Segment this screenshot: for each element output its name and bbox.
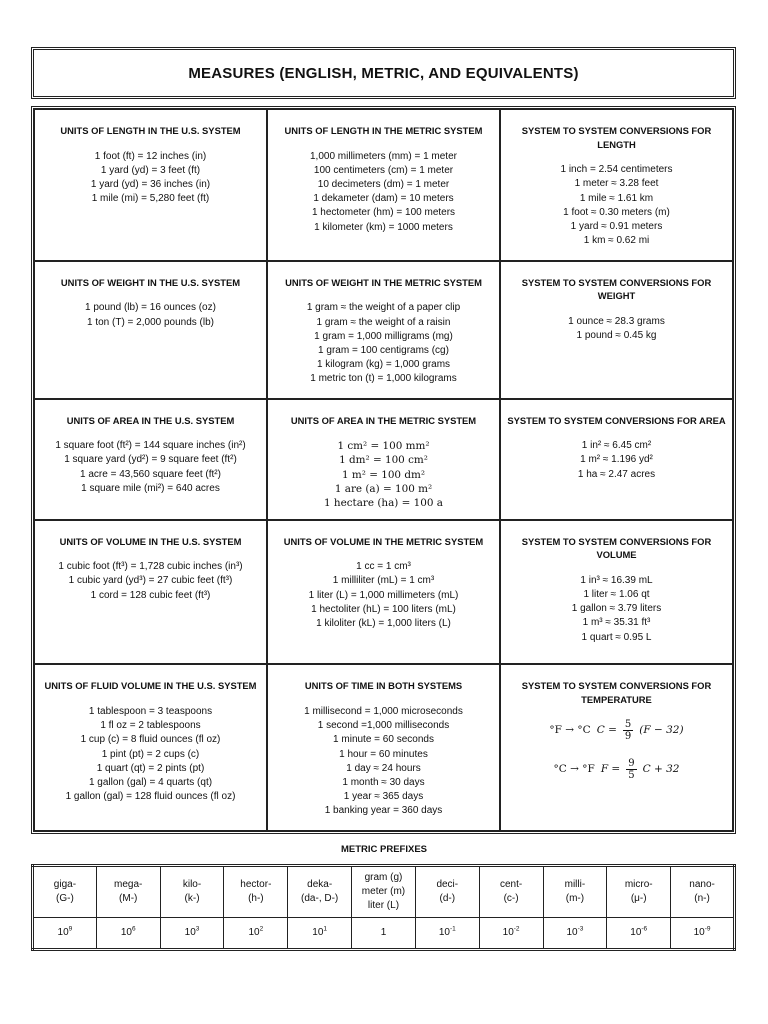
- cell-line: 1 gram = 1,000 milligrams (mg): [314, 330, 453, 342]
- prefix-name-text: (k-): [184, 893, 200, 904]
- c-to-f-label: °C → °F: [553, 762, 595, 775]
- prefix-name-text: liter (L): [367, 900, 400, 911]
- metric-prefixes-table: [31, 864, 736, 951]
- cell-heading: UNITS OF VOLUME IN THE U.S. SYSTEM: [59, 535, 242, 547]
- title-box: [31, 47, 736, 99]
- cell-line: 1 cord = 128 cubic feet (ft³): [90, 589, 211, 601]
- prefix-power-cell: [352, 918, 416, 950]
- fraction-five-ninths: [623, 719, 633, 742]
- cell-line: 1 gallon (gal) = 128 fluid ounces (fl oz): [65, 791, 236, 803]
- prefix-name-cell: [224, 866, 288, 918]
- prefix-name-text: nano-: [689, 879, 715, 890]
- cell-line: 1 m² ≈ 1.196 yd²: [580, 454, 653, 466]
- prefix-name-text: (da-, D-): [301, 893, 339, 904]
- cell-line: 1 gram = 100 centigrams (cg): [318, 344, 449, 356]
- prefix-name-text: micro-: [624, 879, 653, 890]
- cell-line: 1 second =1,000 milliseconds: [317, 720, 450, 732]
- power-exponent: -1: [449, 925, 456, 933]
- cell-line: 1 acre = 43,560 square feet (ft²): [80, 468, 221, 480]
- cell-heading: UNITS OF LENGTH IN THE METRIC SYSTEM: [284, 125, 483, 136]
- f-to-c-formula: [507, 719, 726, 742]
- cell-line: 1 mile (mi) = 5,280 feet (ft): [91, 193, 210, 205]
- cell-heading: UNITS OF AREA IN THE METRIC SYSTEM: [290, 414, 477, 426]
- cell-heading: UNITS OF TIME IN BOTH SYSTEMS: [304, 680, 463, 692]
- cell-line: 1 cubic yard (yd³) = 27 cubic feet (ft³): [68, 575, 233, 587]
- cell-line: 1 dekameter (dam) = 10 meters: [313, 193, 454, 205]
- prefix-powers-row: [33, 918, 735, 950]
- prefix-power-cell: [607, 918, 671, 950]
- power-exponent: -6: [641, 925, 648, 933]
- prefix-power-cell: [224, 918, 288, 950]
- cell-line: 1 in³ ≈ 16.39 mL: [580, 574, 653, 586]
- cell-line: 1 foot (ft) = 12 inches (in): [94, 150, 207, 162]
- power-exponent: 6: [131, 925, 136, 933]
- fraction-denominator: 9: [624, 730, 632, 742]
- cell-line: 1 hectare (ha) = 100 a: [323, 496, 443, 509]
- power-exponent: 3: [195, 925, 200, 933]
- cell-line: 1 in² ≈ 6.45 cm²: [581, 440, 652, 452]
- temperature-formulas: [507, 719, 726, 781]
- prefix-name-cell: [607, 866, 671, 918]
- cell-heading: UNITS OF FLUID VOLUME IN THE U.S. SYSTEM: [44, 680, 257, 692]
- cell-line: 1 year ≈ 365 days: [343, 791, 424, 803]
- prefix-name-text: (M-): [119, 893, 138, 904]
- cell-line: 1 yard ≈ 0.91 meters: [570, 221, 663, 232]
- prefix-name-text: (G-): [56, 893, 74, 904]
- prefix-name-text: (μ-): [630, 893, 647, 904]
- prefix-name-text: (h-): [248, 893, 264, 904]
- cell-line: 1 ha ≈ 2.47 acres: [577, 468, 656, 480]
- cell-line: 1 day ≈ 24 hours: [346, 762, 421, 774]
- power-base: 1: [380, 927, 387, 938]
- cell-line: 1 are (a) = 100 m²: [334, 482, 433, 495]
- cell-line: 1 cm² = 100 mm²: [337, 440, 430, 453]
- prefix-name-cell: [96, 866, 160, 918]
- cell-line: 1 quart (qt) = 2 pints (pt): [96, 762, 205, 774]
- f-to-c-rhs: (F − 32): [639, 723, 684, 736]
- cell-line: 1 hectoliter (hL) = 100 liters (mL): [311, 603, 456, 615]
- cell-line: 1 pint (pt) = 2 cups (c): [101, 748, 200, 760]
- prefix-power-cell: [479, 918, 543, 950]
- fraction-nine-fifths: [626, 758, 636, 781]
- cell-line: 1 cc = 1 cm³: [356, 561, 411, 573]
- cell-line: 1 m³ ≈ 35.31 ft³: [582, 617, 651, 629]
- power-exponent: 9: [68, 925, 73, 933]
- cell-line: 1 foot ≈ 0.30 meters (m): [563, 206, 670, 218]
- cell-heading: UNITS OF VOLUME IN THE METRIC SYSTEM: [283, 535, 484, 547]
- power-base: 10: [312, 927, 324, 938]
- cell-line: 1 metric ton (t) = 1,000 kilograms: [310, 373, 457, 385]
- prefixes-title: METRIC PREFIXES: [340, 844, 428, 855]
- cell-line: 1 inch = 2.54 centimeters: [560, 164, 673, 176]
- cell-line: 1 yard (yd) = 3 feet (ft): [100, 164, 201, 176]
- cell-line: 1 pound ≈ 0.45 kg: [576, 330, 657, 342]
- cell-r4-c2: [500, 664, 733, 831]
- prefix-power-cell: [160, 918, 224, 950]
- page-title: MEASURES (ENGLISH, METRIC, AND EQUIVALENTS): [188, 64, 579, 82]
- prefix-power-cell: [288, 918, 352, 950]
- power-base: 10: [184, 927, 196, 938]
- cell-r2-c2: [500, 399, 733, 520]
- cell-line: 1 tablespoon = 3 teaspoons: [88, 705, 213, 717]
- prefix-name-cell: [352, 866, 416, 918]
- power-base: 10: [120, 927, 132, 938]
- cell-heading: SYSTEM TO SYSTEM CONVERSIONS FOR AREA: [507, 414, 726, 426]
- f-to-c-label: °F → °C: [549, 723, 591, 736]
- cell-line: 1 gram ≈ the weight of a raisin: [316, 316, 451, 328]
- prefix-name-text: (d-): [439, 893, 456, 904]
- power-exponent: 1: [323, 925, 328, 933]
- cell-heading: UNITS OF WEIGHT IN THE U.S. SYSTEM: [60, 276, 241, 288]
- power-base: 10: [438, 927, 450, 938]
- power-exponent: -9: [704, 925, 711, 933]
- power-base: 10: [630, 927, 642, 938]
- cell-line: 1 kilogram (kg) = 1,000 grams: [316, 359, 451, 371]
- prefix-names-row: [33, 866, 735, 918]
- cell-r3-c2: [500, 520, 733, 665]
- prefix-name-text: mega-: [114, 879, 143, 890]
- fraction-numerator: 5: [624, 718, 632, 730]
- prefix-name-cell: [479, 866, 543, 918]
- cell-line: 1 m² = 100 dm²: [341, 468, 426, 481]
- prefix-power-cell: [96, 918, 160, 950]
- prefix-name-text: deka-: [307, 879, 333, 890]
- power-base: 10: [57, 927, 69, 938]
- cell-line: 1 hour = 60 minutes: [339, 748, 428, 760]
- prefix-power-cell: [671, 918, 735, 950]
- cell-r0-c0: [34, 109, 267, 261]
- cell-line: 1 square mile (mi²) = 640 acres: [81, 482, 220, 494]
- prefix-name-cell: [160, 866, 224, 918]
- c-to-f-rhs: C + 32: [642, 762, 680, 775]
- cell-heading: SYSTEM TO SYSTEM CONVERSIONS FOR VOLUME: [521, 535, 712, 561]
- cell-line: 1 minute = 60 seconds: [333, 734, 434, 746]
- cell-line: 100 centimeters (cm) = 1 meter: [313, 164, 454, 176]
- cell-r4-c1: [267, 664, 500, 831]
- cell-line: 1 square yard (yd²) = 9 square feet (ft²): [64, 454, 237, 466]
- power-exponent: 2: [259, 925, 264, 933]
- cell-line: 1 liter (L) = 1,000 millimeters (mL): [308, 589, 459, 601]
- cell-line: 1 yard (yd) = 36 inches (in): [90, 179, 211, 190]
- power-base: 10: [248, 927, 260, 938]
- cell-line: 1 mile ≈ 1.61 km: [579, 192, 654, 204]
- cell-line: 1 kiloliter (kL) = 1,000 liters (L): [316, 617, 451, 629]
- prefix-name-text: (m-): [565, 893, 585, 904]
- cell-line: 1 kilometer (km) = 1000 meters: [314, 221, 453, 233]
- cell-line: 1 millisecond = 1,000 microseconds: [304, 705, 463, 717]
- power-exponent: -3: [577, 925, 584, 933]
- prefix-name-text: deci-: [436, 879, 459, 890]
- c-to-f-formula: [507, 758, 726, 781]
- cell-line: 1 cubic foot (ft³) = 1,728 cubic inches (in³): [58, 561, 243, 573]
- cell-line: 1 quart ≈ 0.95 L: [581, 631, 652, 643]
- cell-heading: UNITS OF AREA IN THE U.S. SYSTEM: [66, 414, 235, 426]
- cell-r3-c0: [34, 520, 267, 665]
- cell-r2-c1: [267, 399, 500, 520]
- cell-r0-c1: [267, 109, 500, 261]
- cell-r1-c1: [267, 261, 500, 399]
- cell-r2-c0: [34, 399, 267, 520]
- cell-line: 10 decimeters (dm) = 1 meter: [317, 179, 450, 190]
- prefix-name-text: meter (m): [361, 886, 406, 897]
- prefix-name-text: gram (g): [364, 872, 403, 883]
- cell-heading: UNITS OF WEIGHT IN THE METRIC SYSTEM: [285, 276, 482, 288]
- prefix-power-cell: [33, 918, 97, 950]
- cell-line: 1 km ≈ 0.62 mi: [583, 235, 650, 247]
- cell-line: 1,000 millimeters (mm) = 1 meter: [310, 150, 457, 162]
- cell-line: 1 milliliter (mL) = 1 cm³: [332, 575, 435, 587]
- prefix-power-cell: [543, 918, 607, 950]
- cell-line: 1 hectometer (hm) = 100 meters: [311, 207, 456, 219]
- cell-heading: SYSTEM TO SYSTEM CONVERSIONS FOR WEIGHT: [521, 276, 712, 302]
- cell-line: 1 gallon ≈ 3.79 liters: [571, 603, 662, 615]
- prefix-name-text: hector-: [240, 879, 272, 890]
- cell-r3-c1: [267, 520, 500, 665]
- prefix-name-text: (n-): [694, 893, 710, 904]
- cell-heading: SYSTEM TO SYSTEM CONVERSIONS FOR TEMPERATURE: [521, 680, 712, 705]
- cell-line: 1 meter ≈ 3.28 feet: [574, 178, 659, 190]
- cell-line: 1 fl oz = 2 tablespoons: [100, 720, 201, 732]
- cell-line: 1 pound (lb) = 16 ounces (oz): [85, 302, 216, 314]
- power-base: 10: [502, 927, 514, 938]
- cell-line: 1 month ≈ 30 days: [342, 776, 425, 788]
- cell-line: 1 gallon (gal) = 4 quarts (qt): [88, 776, 213, 788]
- cell-line: 1 liter ≈ 1.06 qt: [583, 588, 650, 600]
- cell-line: 1 ounce ≈ 28.3 grams: [568, 315, 665, 327]
- prefix-name-text: kilo-: [182, 879, 202, 890]
- fraction-numerator: 9: [628, 757, 635, 769]
- f-to-c-lhs: C =: [596, 723, 617, 736]
- power-base: 10: [566, 927, 578, 938]
- measures-grid: [31, 106, 736, 834]
- c-to-f-lhs: F =: [600, 762, 621, 775]
- prefix-name-text: (c-): [503, 893, 519, 904]
- cell-r4-c0: [34, 664, 267, 831]
- cell-line: 1 cup (c) = 8 fluid ounces (fl oz): [80, 734, 221, 746]
- cell-r0-c2: [500, 109, 733, 261]
- cell-heading: UNITS OF LENGTH IN THE U.S. SYSTEM: [60, 125, 241, 136]
- cell-line: 1 dm² = 100 cm²: [339, 454, 428, 467]
- cell-line: 1 square foot (ft²) = 144 square inches (in²): [55, 440, 246, 452]
- prefix-name-cell: [543, 866, 607, 918]
- prefix-name-text: cent-: [499, 879, 523, 890]
- cell-line: 1 gram ≈ the weight of a paper clip: [306, 302, 461, 314]
- prefix-name-text: giga-: [53, 879, 77, 890]
- cell-r1-c2: [500, 261, 733, 399]
- prefix-name-cell: [288, 866, 352, 918]
- cell-heading: SYSTEM TO SYSTEM CONVERSIONS FOR LENGTH: [521, 125, 712, 150]
- prefix-power-cell: [415, 918, 479, 950]
- prefix-name-cell: [33, 866, 97, 918]
- prefix-name-cell: [671, 866, 735, 918]
- cell-line: 1 ton (T) = 2,000 pounds (lb): [86, 316, 215, 328]
- cell-line: 1 banking year = 360 days: [324, 805, 443, 817]
- prefix-name-cell: [415, 866, 479, 918]
- power-base: 10: [693, 927, 705, 938]
- fraction-denominator: 5: [628, 769, 635, 781]
- power-exponent: -2: [513, 925, 520, 933]
- prefix-name-text: milli-: [564, 879, 586, 890]
- cell-r1-c0: [34, 261, 267, 399]
